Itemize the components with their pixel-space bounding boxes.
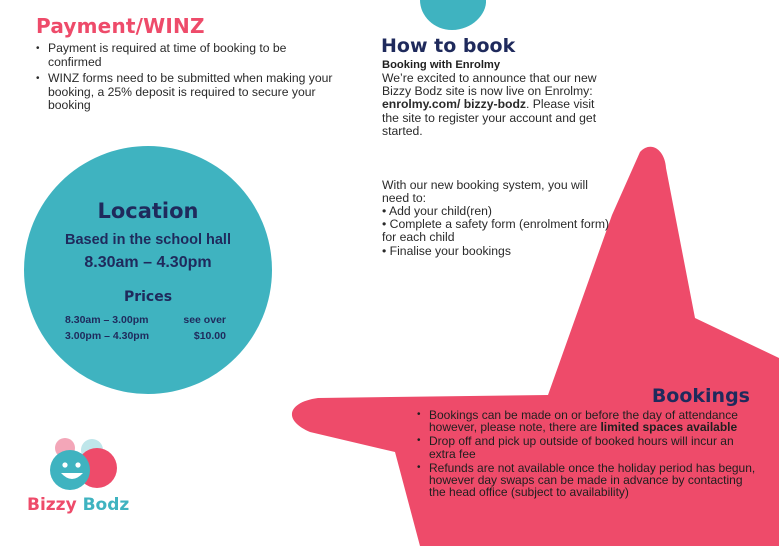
how-to-book-title: How to book (381, 35, 516, 57)
bookings-title: Bookings (651, 385, 750, 407)
location-title: Location (97, 199, 199, 223)
intro-text: We’re excited to announce that our new Bizzy Bodz site is now live on Enrolmy: (382, 71, 597, 99)
list-item: • WINZ forms need to be submitted when making your booking, a 25% deposit is required to secure your booking (36, 72, 336, 113)
teal-top-shape (420, 0, 486, 30)
list-item: • Drop off and pick up outside of booked hours will incur an extra fee (417, 435, 762, 459)
price-value: see over (183, 314, 226, 326)
brand-wordmark (27, 495, 129, 515)
prices-title: Prices (123, 289, 173, 305)
list-item: • Payment is required at time of booking to be confirmed (36, 42, 336, 69)
how-to-book-intro (382, 72, 602, 138)
brand-word-2: Bodz (82, 495, 130, 515)
steps-intro: With our new booking system, you will need to: (382, 178, 588, 206)
list-item: • Refunds are not available once the holiday period has begun, however day swaps can be made in advance by contacting the head office (subject to availability) (417, 462, 762, 499)
enrolmy-link[interactable]: enrolmy.com/ bizzy-bodz (382, 97, 527, 112)
location-venue: Based in the school hall (65, 232, 231, 248)
how-to-book-subtitle: Booking with Enrolmy (382, 59, 501, 71)
price-label: 3.00pm – 4.30pm (65, 330, 150, 342)
price-value: $10.00 (193, 330, 226, 342)
bizzy-bodz-logo-icon (45, 437, 127, 493)
list-item: • Add your child(ren) (382, 205, 612, 218)
list-item: • Finalise your bookings (382, 245, 612, 258)
bookings-list (417, 409, 762, 500)
price-label: 8.30am – 3.00pm (65, 314, 149, 326)
steps-list (382, 205, 612, 258)
brand-word-1: Bizzy (27, 495, 77, 515)
bookings-item-text: Bookings can be made on or before the day of attendance however, please note, there are (429, 408, 738, 435)
intro-text-end: . Please visit the site to register your account and get started. (382, 97, 597, 138)
location-hours: 8.30am – 4.30pm (84, 254, 212, 271)
bookings-item-bold: limited spaces available (600, 420, 738, 435)
payment-list (36, 42, 336, 116)
payment-title: Payment/WINZ (36, 14, 205, 38)
list-item: • Complete a safety form (enrolment form) for each child (382, 218, 612, 244)
list-item (417, 409, 762, 433)
